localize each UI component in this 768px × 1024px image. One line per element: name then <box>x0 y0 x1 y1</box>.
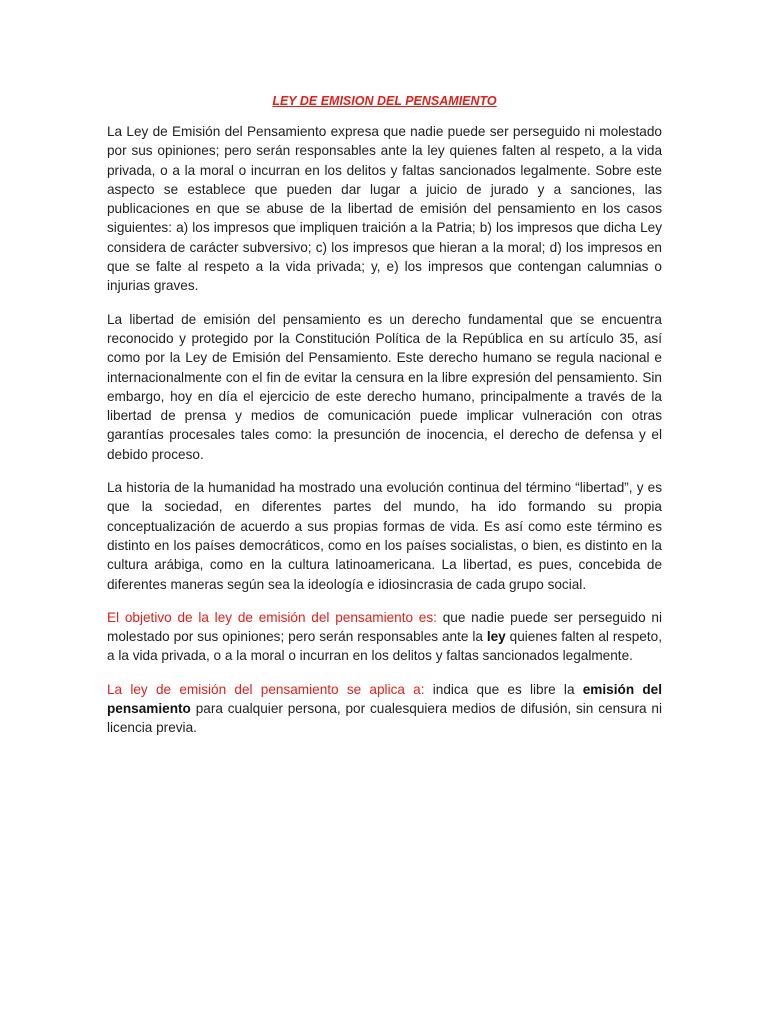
application-lead: La ley de emisión del pensamiento se aplica a: <box>107 681 425 697</box>
objective-text-b: quienes falten al respeto, a la vida privada, o a la moral o incurran en los delitos y faltas sancionados legalmente. <box>107 629 662 664</box>
application-bold-phrase: emisión del pensamiento <box>107 681 662 717</box>
paragraph-4 <box>107 608 662 666</box>
paragraph-5 <box>107 680 662 738</box>
paragraph-1: La Ley de Emisión del Pensamiento expresa que nadie puede ser perseguido ni molestado por sus opiniones; pero serán responsables ante la ley quienes falten al respeto, a la vida privada, o a la moral o incurran en los delitos y faltas sancionados legalmente. Sobre este aspecto se establece que pueden dar lugar a juicio de jurado y a sanciones, las publicaciones en que se abuse de la libertad de emisión del pensamiento en los casos siguientes: a) los impresos que impliquen traición a la Patria; b) los impresos que dicha Ley considera de carácter subversivo; c) los impresos que hieran a la moral; d) los impresos en que se falte al respeto a la vida privada; y, e) los impresos que contengan calumnias o injurias graves. <box>107 124 662 294</box>
paragraph-2: La libertad de emisión del pensamiento es un derecho fundamental que se encuentra reconocido y protegido por la Constitución Política de la República en su artículo 35, así como por la Ley de Emisión del Pensamiento. Este derecho humano se regula nacional e internacionalmente con el fin de evitar la censura en la libre expresión del pensamiento. Sin embargo, hoy en día el ejercicio de este derecho humano, principalmente a través de la libertad de prensa y medios de comunicación puede implicar vulneración con otras garantías procesales tales como: la presunción de inocencia, el derecho de defensa y el debido proceso. <box>107 311 662 462</box>
application-text-a: indica que es libre la <box>424 681 583 697</box>
objective-bold-word: ley <box>486 629 506 645</box>
objective-lead: El objetivo de la ley de emisión del pensamiento es: <box>107 609 437 625</box>
application-text-b: para cualquier persona, por cualesquiera medios de difusión, sin censura ni licencia previa. <box>107 701 662 736</box>
objective-text-a: que nadie puede ser perseguido ni molestado por sus opiniones; pero serán responsables ante la <box>107 609 662 645</box>
paragraph-3: La historia de la humanidad ha mostrado una evolución continua del término “libertad”, y es que la sociedad, en diferentes partes del mundo, ha ido formando su propia conceptualización de acuerdo a sus propias formas de vida. Es así como este término es distinto en los países democráticos, como en los países socialistas, o bien, es distinto en la cultura arábiga, como en la cultura latinoamericana. La libertad, es pues, concebida de diferentes maneras según sea la ideología e idiosincrasia de cada grupo social. <box>107 480 662 592</box>
document-title: LEY DE EMISION DEL PENSAMIENTO <box>272 94 497 108</box>
document-page <box>107 92 662 752</box>
